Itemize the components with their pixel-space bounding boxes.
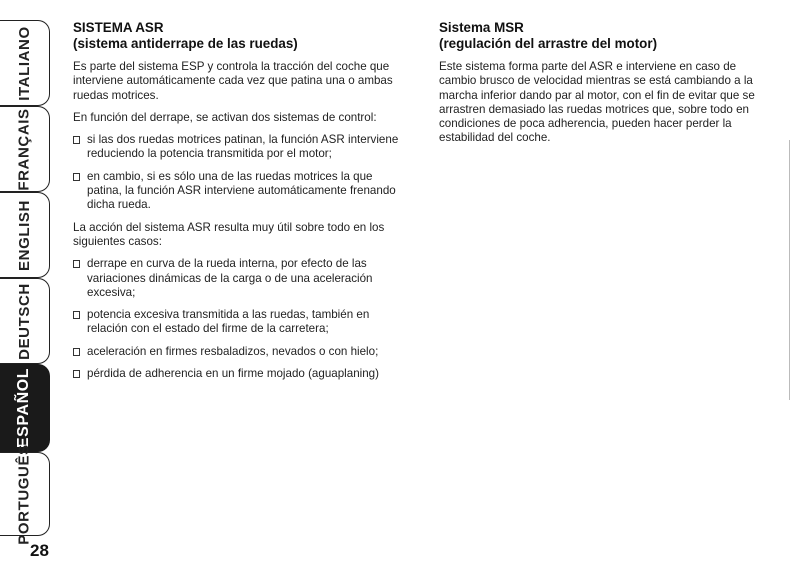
asr-intro: Es parte del sistema ESP y controla la tracción del coche que interviene automáticamente cada vez que patina una o ambas ruedas motrices. <box>73 60 393 102</box>
asr-skid-intro: En función del derrape, se activan dos sistemas de control: <box>73 110 377 124</box>
list-item <box>73 367 403 381</box>
list-item-text: pérdida de adherencia en un firme mojado (aguaplaning) <box>87 367 379 381</box>
checkbox-bullet-icon <box>73 136 80 144</box>
list-item <box>73 308 403 337</box>
tab-deutsch[interactable] <box>0 278 50 364</box>
list-item <box>73 170 403 213</box>
asr-cases-intro: La acción del sistema ASR resulta muy útil sobre todo en los siguientes casos: <box>73 220 385 248</box>
checkbox-bullet-icon <box>73 260 80 268</box>
tab-label: FRANÇAIS <box>16 107 33 191</box>
list-item-text: en cambio, si es sólo una de las ruedas motrices la que patina, la función ASR interviene automáticamente frenando dicha rueda. <box>87 169 396 212</box>
asr-subtitle: (sistema antiderrape de las ruedas) <box>73 36 298 51</box>
list-item-text: si las dos ruedas motrices patinan, la función ASR interviene reduciendo la potencia transmitida por el motor; <box>87 133 399 161</box>
msr-section <box>439 20 769 154</box>
list-item-text: potencia excesiva transmitida a las ruedas, también en relación con el estado del firme de la carretera; <box>87 308 370 336</box>
tab-english[interactable] <box>0 192 50 278</box>
checkbox-bullet-icon <box>73 173 80 181</box>
list-item-text: aceleración en firmes resbaladizos, nevados o con hielo; <box>87 344 379 358</box>
msr-body: Este sistema forma parte del ASR e interviene en caso de cambio brusco de velocidad mientras se está cambiando a la marcha inferior dando par al motor, con el fin de evitar que se arrastren demasiado las ruedas motrices que, sobre todo en condiciones de poca adherencia, pueden hacer perder la estabilidad del coche. <box>439 60 755 145</box>
checkbox-bullet-icon <box>73 348 80 356</box>
list-item <box>73 133 403 162</box>
asr-title: SISTEMA ASR <box>73 20 164 35</box>
list-item <box>73 345 403 359</box>
page-number: 28 <box>30 541 49 560</box>
page-edge-rule <box>789 140 790 400</box>
tab-label: ESPAÑOL <box>15 367 33 449</box>
tab-francais[interactable] <box>0 106 50 192</box>
list-item-text: derrape en curva de la rueda interna, por efecto de las variaciones dinámicas de la carga o de una aceleración excesiva; <box>87 257 373 299</box>
msr-title: Sistema MSR <box>439 20 524 35</box>
tab-italiano[interactable] <box>0 20 50 106</box>
tab-portugues[interactable] <box>0 443 50 545</box>
tab-espanol[interactable] <box>0 364 50 452</box>
tab-label: ITALIANO <box>16 25 34 101</box>
tab-label: ENGLISH <box>16 199 33 271</box>
tab-label: PORTUGUÊS <box>16 443 34 545</box>
asr-section <box>73 20 403 389</box>
msr-subtitle: (regulación del arrastre del motor) <box>439 36 658 51</box>
checkbox-bullet-icon <box>73 370 80 378</box>
checkbox-bullet-icon <box>73 311 80 319</box>
list-item <box>73 257 403 300</box>
tab-label: DEUTSCH <box>16 282 34 360</box>
